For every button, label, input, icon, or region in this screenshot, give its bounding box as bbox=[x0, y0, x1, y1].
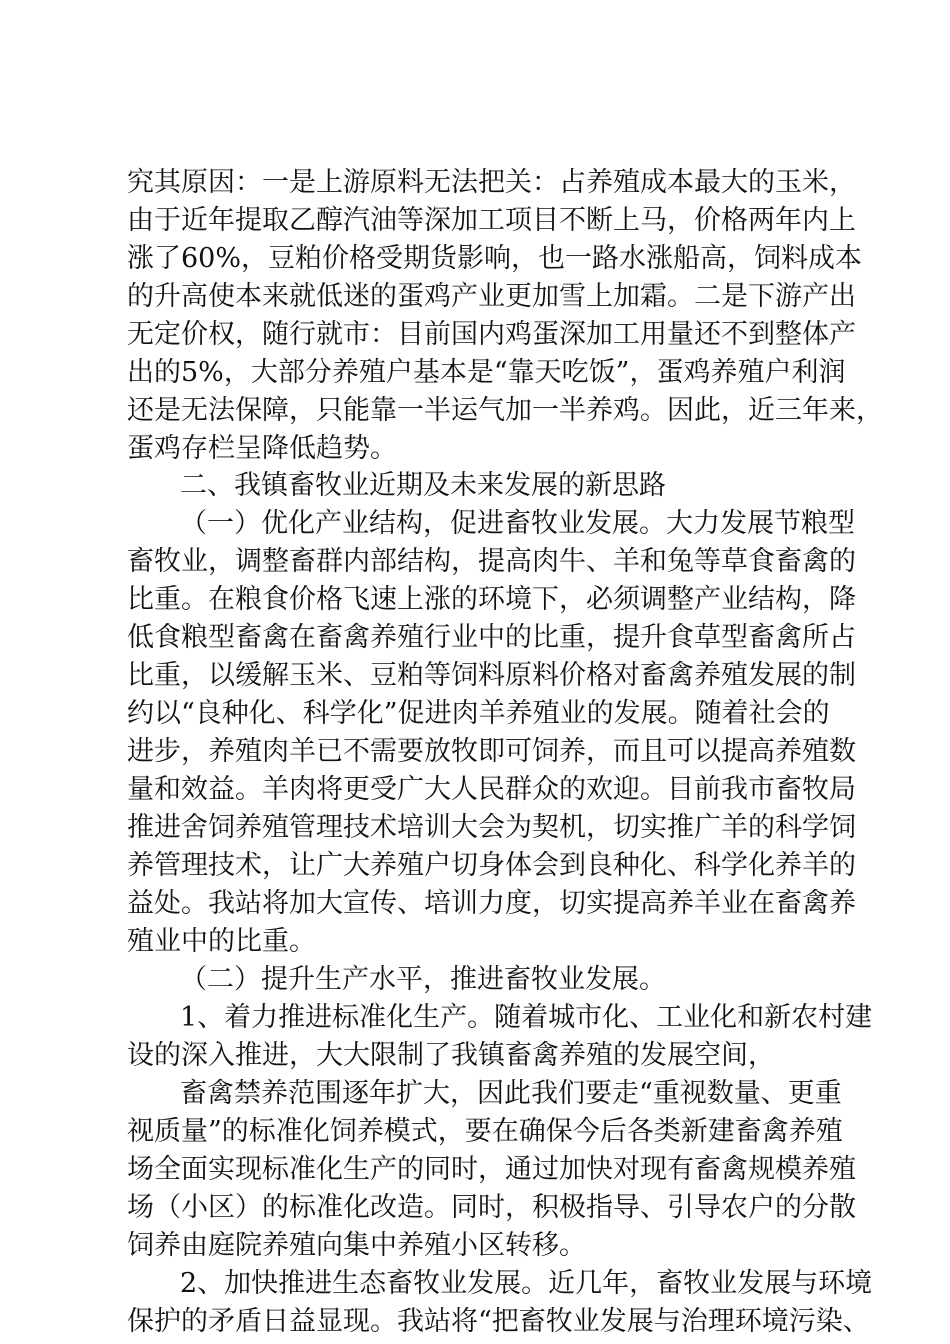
body-text-line: 量和效益。羊肉将更受广大人民群众的欢迎。目前我市畜牧局 bbox=[127, 774, 856, 805]
body-text-line: 低食粮型畜禽在畜禽养殖行业中的比重，提升食草型畜禽所占 bbox=[127, 622, 856, 653]
section-heading: 二、我镇畜牧业近期及未来发展的新思路 bbox=[180, 470, 666, 501]
item-2-heading: 2、加快推进生态畜牧业发展。近几年，畜牧业发展与环境 bbox=[180, 1268, 873, 1299]
body-text-line: 设的深入推进，大大限制了我镇畜禽养殖的发展空间， bbox=[127, 1040, 775, 1071]
body-text-line: 究其原因：一是上游原料无法把关：占养殖成本最大的玉米， bbox=[127, 167, 856, 198]
item-1-heading: 1、着力推进标准化生产。随着城市化、工业化和新农村建 bbox=[180, 1002, 873, 1033]
body-text-line: 由于近年提取乙醇汽油等深加工项目不断上马，价格两年内上 bbox=[127, 205, 856, 236]
body-text-line: 的升高使本来就低迷的蛋鸡产业更加雪上加霜。二是下游产出 bbox=[127, 281, 856, 312]
body-text-line: 畜牧业，调整畜群内部结构，提高肉牛、羊和兔等草食畜禽的 bbox=[127, 546, 856, 577]
body-text-line: 涨了60%，豆粕价格受期货影响，也一路水涨船高，饲料成本 bbox=[127, 243, 863, 274]
body-text-line: 约以“良种化、科学化”促进肉羊养殖业的发展。随着社会的 bbox=[127, 698, 830, 729]
body-text-line: 益处。我站将加大宣传、培训力度，切实提高养羊业在畜禽养 bbox=[127, 888, 856, 919]
body-text-line: 场全面实现标准化生产的同时，通过加快对现有畜禽规模养殖 bbox=[127, 1154, 856, 1185]
body-text-line: 场（小区）的标准化改造。同时，积极指导、引导农户的分散 bbox=[127, 1192, 856, 1223]
body-text-line: 视质量”的标准化饲养模式，要在确保今后各类新建畜禽养殖 bbox=[127, 1116, 843, 1147]
body-text-line: 畜禽禁养范围逐年扩大，因此我们要走“重视数量、更重 bbox=[180, 1078, 842, 1109]
body-text-line: 比重。在粮食价格飞速上涨的环境下，必须调整产业结构，降 bbox=[127, 584, 856, 615]
body-text-line: 养管理技术，让广大养殖户切身体会到良种化、科学化养羊的 bbox=[127, 850, 856, 881]
body-text-line: 进步，养殖肉羊已不需要放牧即可饲养，而且可以提高养殖数 bbox=[127, 736, 856, 767]
body-text-line: 保护的矛盾日益显现。我站将“把畜牧业发展与治理环境污染、 bbox=[127, 1306, 870, 1337]
subsection-heading-2: （二）提升生产水平，推进畜牧业发展。 bbox=[180, 964, 666, 995]
subsection-heading-1: （一）优化产业结构，促进畜牧业发展。大力发展节粮型 bbox=[180, 508, 855, 539]
body-text-line: 蛋鸡存栏呈降低趋势。 bbox=[127, 433, 397, 464]
body-text-line: 比重，以缓解玉米、豆粕等饲料原料价格对畜禽养殖发展的制 bbox=[127, 660, 856, 691]
body-text-line: 推进舍饲养殖管理技术培训大会为契机，切实推广羊的科学饲 bbox=[127, 812, 856, 843]
body-text-line: 殖业中的比重。 bbox=[127, 926, 316, 957]
body-text-line: 饲养由庭院养殖向集中养殖小区转移。 bbox=[127, 1230, 586, 1261]
body-text-line: 还是无法保障，只能靠一半运气加一半养鸡。因此，近三年来， bbox=[127, 395, 883, 426]
body-text-line: 无定价权，随行就市：目前国内鸡蛋深加工用量还不到整体产 bbox=[127, 319, 856, 350]
body-text-line: 出的5%，大部分养殖户基本是“靠天吃饭”，蛋鸡养殖户利润 bbox=[127, 357, 846, 388]
